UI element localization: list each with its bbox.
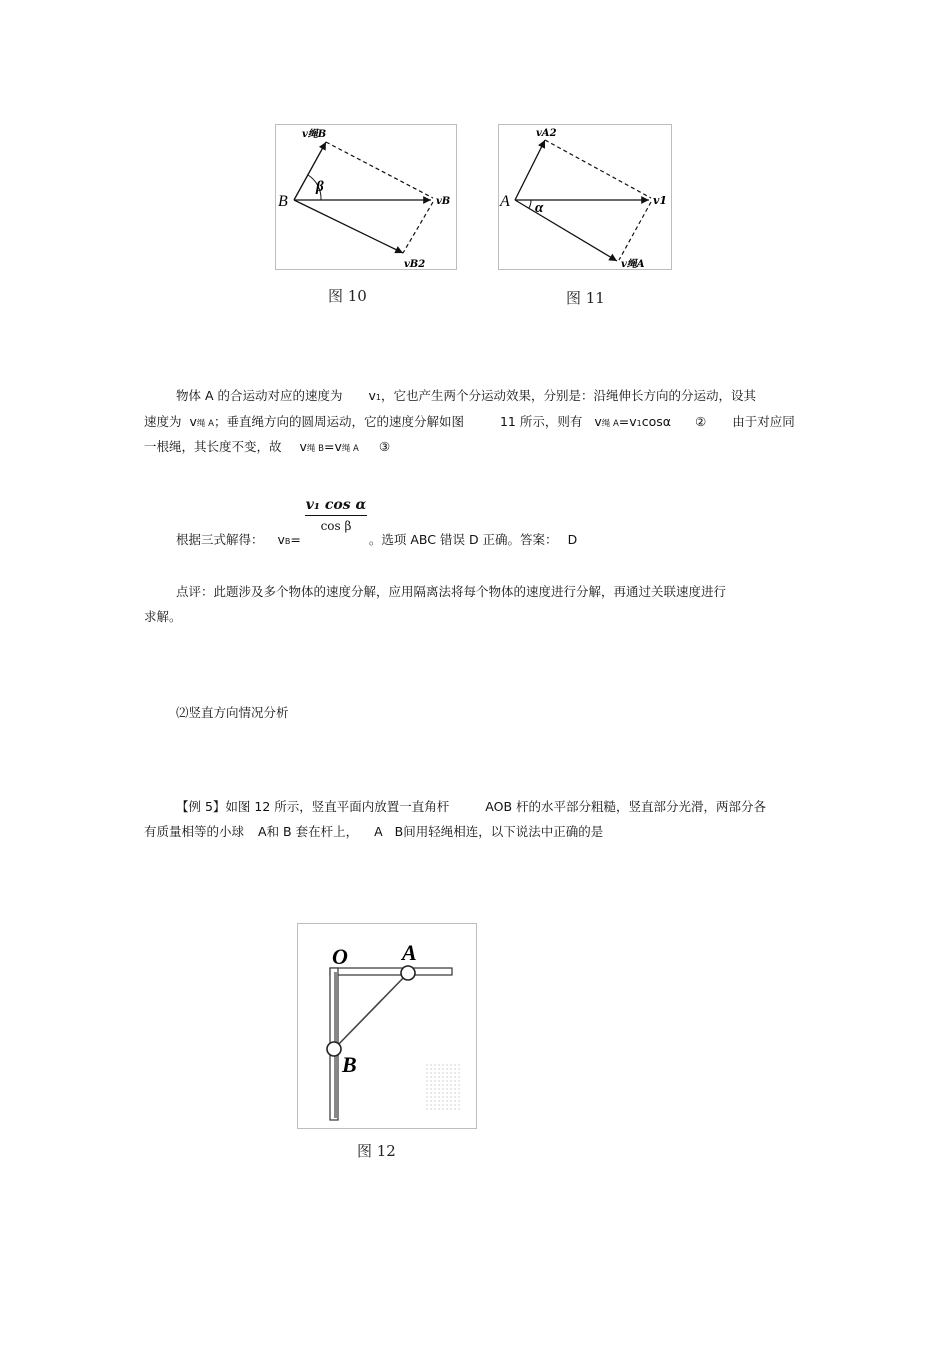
rope — [334, 973, 408, 1049]
fraction-denominator: cos β — [320, 519, 352, 533]
fraction-bar — [305, 515, 367, 516]
math-subscript: 绳 A — [341, 444, 359, 454]
figure-10-caption: 图 10 — [328, 287, 367, 305]
ball-b — [327, 1042, 341, 1056]
figure-12-diagram — [298, 924, 476, 1128]
math-v: v — [594, 414, 602, 429]
figure-10 — [275, 124, 457, 270]
text: 【例 5】如图 12 所示，竖直平面内放置一直角杆 — [176, 799, 450, 814]
label-alpha: α — [535, 200, 544, 216]
shadow-texture — [426, 1064, 460, 1112]
paragraph-1-line-2 — [144, 409, 795, 437]
equation-number-3: ③ — [378, 439, 391, 454]
dashed-line-bottom — [619, 202, 651, 260]
label-va2: vA2 — [536, 128, 557, 139]
label-point-a: A — [500, 193, 510, 210]
math-cos: cosα — [641, 414, 672, 429]
vector-v-rope-a — [515, 200, 617, 261]
math-v: v — [299, 439, 307, 454]
dashed-line-top — [545, 140, 651, 198]
paragraph-2 — [176, 527, 577, 554]
text: 11 所示，则有 — [499, 414, 583, 429]
label-v1: v1 — [653, 194, 668, 207]
text: A — [374, 824, 383, 839]
text: 一根绳，其长度不变，故 — [144, 439, 282, 454]
label-v-rope-b: v绳B — [302, 129, 327, 140]
math-v1: v — [368, 388, 376, 403]
math-subscript: B — [284, 537, 291, 546]
dashed-line-top — [326, 142, 433, 198]
math-subscript: 绳 B — [306, 444, 324, 454]
text: 速度为 — [144, 414, 182, 429]
figure-11-caption: 图 11 — [566, 289, 605, 307]
text: 物体 A 的合运动对应的速度为 — [176, 388, 343, 403]
text: 。选项 ABC 错误 D 正确。答案： — [368, 532, 558, 547]
label-point-b: B — [278, 193, 288, 210]
example-5-line-2 — [144, 819, 603, 844]
math-subscript: 绳 A — [601, 419, 619, 429]
label-v-rope-a: v绳A — [621, 259, 645, 269]
ball-a — [401, 966, 415, 980]
angle-arc-alpha — [529, 200, 531, 208]
figure-11-diagram — [499, 125, 671, 269]
math-eq: =v — [323, 439, 342, 454]
text: A和 B 套在杆上， — [258, 824, 359, 839]
paragraph-3-line-1: 点评：此题涉及多个物体的速度分解，应用隔离法将每个物体的速度进行分解，再通过关联速度进行 — [176, 584, 727, 599]
math-v: v — [189, 414, 197, 429]
paragraph-1-line-3 — [144, 434, 390, 462]
label-b: B — [342, 1052, 357, 1077]
example-5-line-1 — [176, 794, 766, 819]
fraction-numerator: v₁ cos α — [305, 497, 367, 513]
dashed-line-bottom — [403, 202, 433, 253]
text: B间用轻绳相连，以下说法中正确的是 — [394, 824, 604, 839]
text: AOB 杆的水平部分粗糙，竖直部分光滑，两部分各 — [485, 799, 767, 814]
math-subscript: 绳 A — [196, 419, 214, 429]
text: ，它也产生两个分运动效果，分别是：沿绳伸长方向的分运动，设其 — [381, 388, 757, 403]
section-heading: ⑵竖直方向情况分析 — [176, 705, 289, 720]
label-vb: vB — [436, 196, 451, 207]
figure-12-caption: 图 12 — [357, 1142, 396, 1160]
answer: D — [567, 532, 578, 547]
label-vb2: vB2 — [404, 259, 426, 269]
figure-12 — [297, 923, 477, 1129]
text: 由于对应同 — [732, 414, 795, 429]
math-eq: = — [290, 532, 301, 547]
label-o: O — [332, 944, 348, 969]
figure-10-diagram — [276, 125, 456, 269]
label-beta: β — [316, 179, 324, 195]
math-subscript: 1 — [636, 419, 642, 428]
text: ；垂直绳方向的圆周运动，它的速度分解如图 — [213, 414, 464, 429]
math-v: v — [277, 532, 285, 547]
text: 有质量相等的小球 — [144, 824, 245, 839]
paragraph-1-line-1 — [176, 383, 756, 410]
vector-va2 — [515, 140, 545, 200]
math-eq: =v — [618, 414, 637, 429]
text: 根据三式解得： — [176, 532, 264, 547]
paragraph-3-line-2: 求解。 — [144, 609, 182, 624]
figure-11 — [498, 124, 672, 270]
label-a: A — [402, 940, 417, 965]
math-subscript: 1 — [375, 393, 381, 402]
vector-vb2 — [294, 200, 403, 253]
equation-number-2: ② — [695, 414, 707, 429]
horizontal-rod — [330, 968, 452, 975]
